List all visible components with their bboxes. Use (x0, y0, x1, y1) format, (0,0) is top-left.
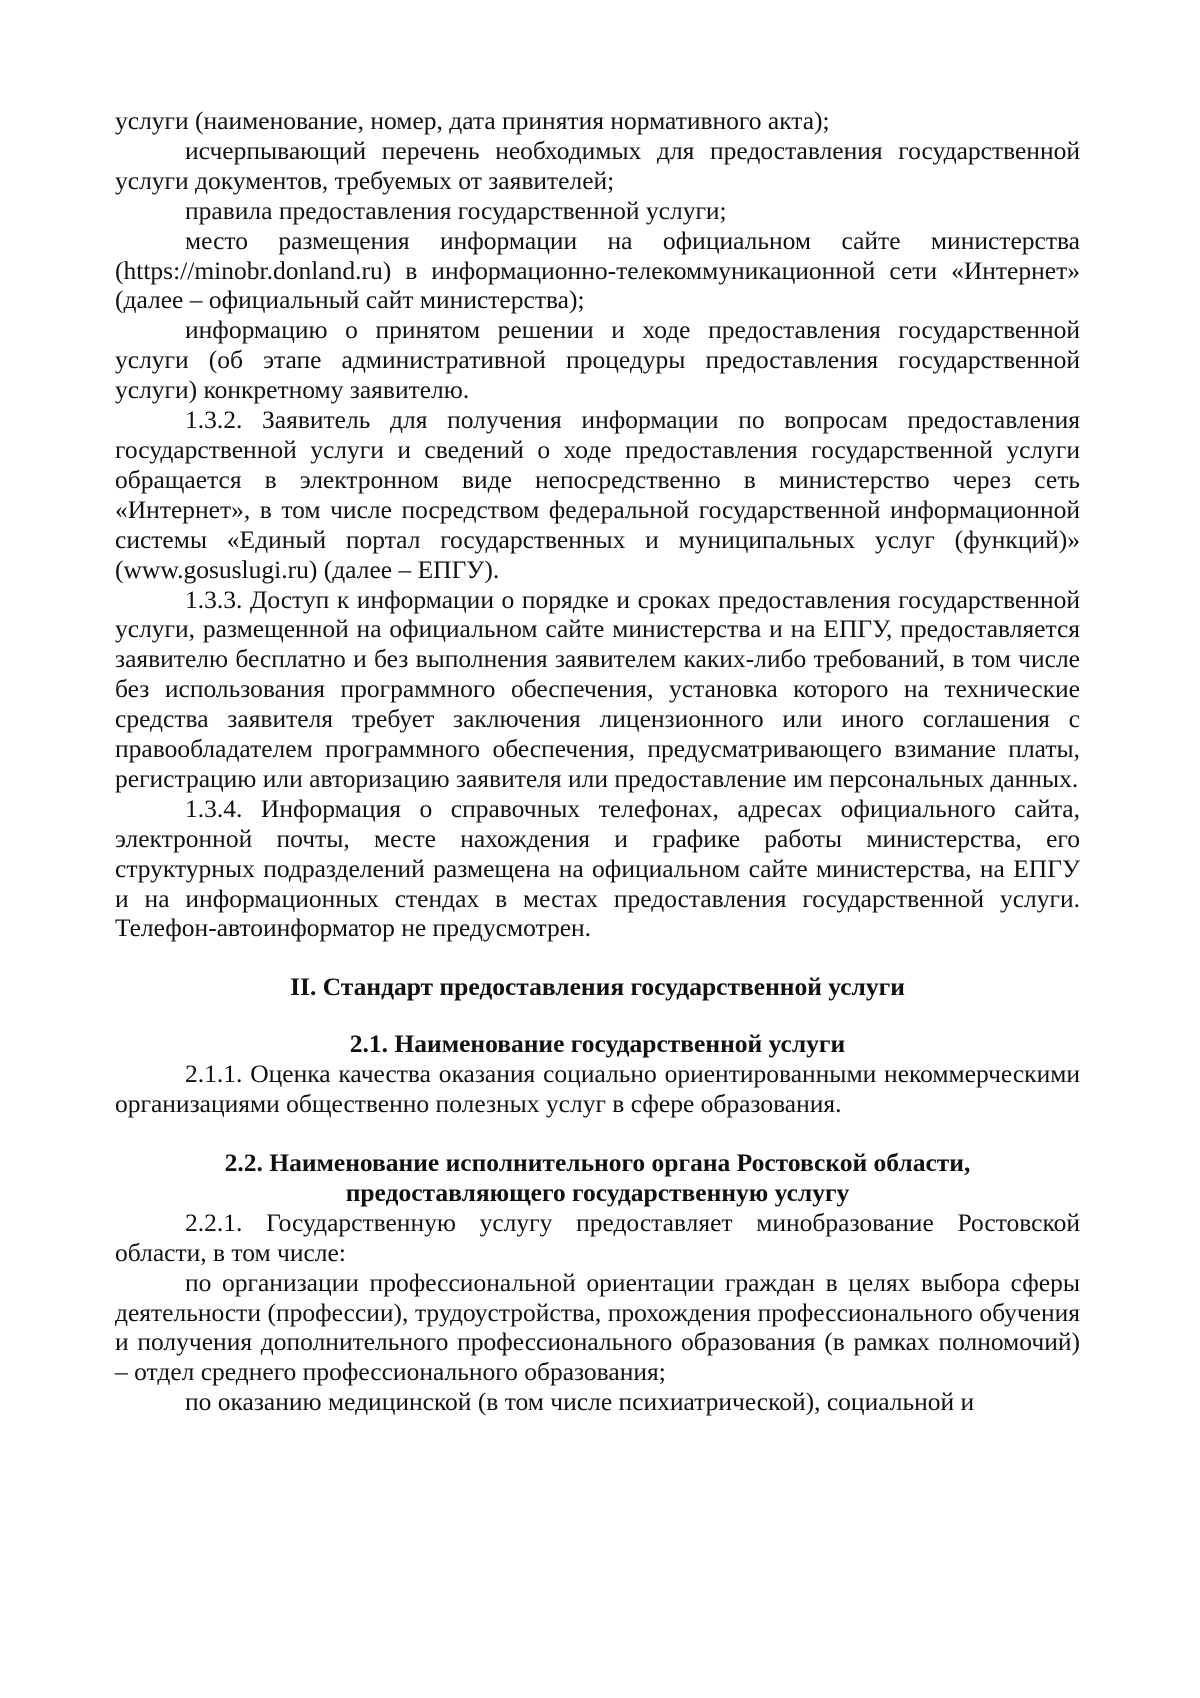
paragraph-rules: правила предоставления государственной услуги; (185, 195, 727, 225)
paragraph-website-info: место размещения информации на официальном сайте министерства (https://minobr.donland.ru) в информационно-телекоммуникационной сети «Интернет» (далее – официальный сайт министерства); (115, 225, 1080, 315)
paragraph-2-1-1: 2.1.1. Оценка качества оказания социально ориентированными некоммерческими организациями общественно полезных услуг в сфере образования. (115, 1059, 1080, 1119)
paragraph-continuation: услуги (наименование, номер, дата принятия нормативного акта); (115, 106, 830, 135)
paragraph-1-3-2: 1.3.2. Заявитель для получения информации по вопросам предоставления государственной услуги и сведений о ходе предоставления государственной услуги обращается в электронном виде непосредственно в министерство через сеть «Интернет», в том числе посредством федеральной государственной информационной системы «Единый портал государственных и муниципальных услуг (функций)» (www.gosuslugi.ru) (далее – ЕПГУ). (115, 405, 1080, 584)
paragraph-2-2-1: 2.2.1. Государственную услугу предоставляет минобразование Ростовской области, в том числе: (115, 1207, 1080, 1267)
document-page (115, 106, 1080, 1417)
subsection-heading-2-2-line1: 2.2. Наименование исполнительного органа Ростовской области, (224, 1148, 971, 1177)
paragraph-medical-assistance: по оказанию медицинской (в том числе психиатрической), социальной и (185, 1387, 975, 1417)
paragraph-decision-info: информацию о принятом решении и ходе предоставления государственной услуги (об этапе административной процедуры предоставления государственной услуги) конкретному заявителю. (115, 315, 1080, 405)
subsection-heading-2-2 (115, 1148, 1080, 1208)
paragraph-documents-list: исчерпывающий перечень необходимых для предоставления государственной услуги документов, требуемых от заявителей; (115, 135, 1080, 195)
subsection-heading-2-1: 2.1. Наименование государственной услуги (349, 1029, 846, 1059)
paragraph-1-3-4: 1.3.4. Информация о справочных телефонах, адресах официального сайта, электронной почты, месте нахождения и графике работы министерства, его структурных подразделений размещена на официальном сайте министерства, на ЕПГУ и на информационных стендах в местах предоставления государственной услуги. Телефон-автоинформатор не предусмотрен. (115, 793, 1080, 943)
paragraph-career-guidance: по организации профессиональной ориентации граждан в целях выбора сферы деятельности (профессии), трудоустройства, прохождения профессионального обучения и получения дополнительного профессионального образования (в рамках полномочий) – отдел среднего профессионального образования; (115, 1267, 1080, 1387)
paragraph-1-3-3: 1.3.3. Доступ к информации о порядке и сроках предоставления государственной услуги, размещенной на официальном сайте министерства и на ЕПГУ, предоставляется заявителю бесплатно и без выполнения заявителем каких-либо требований, в том числе без использования программного обеспечения, установка которого на технические средства заявителя требует заключения лицензионного или иного соглашения с правообладателем программного обеспечения, предусматривающего взимание платы, регистрацию или авторизацию заявителя или предоставление им персональных данных. (115, 584, 1080, 793)
section-heading-ii: II. Стандарт предоставления государственной услуги (290, 972, 905, 1002)
subsection-heading-2-2-line2: предоставляющего государственную услугу (345, 1177, 850, 1207)
